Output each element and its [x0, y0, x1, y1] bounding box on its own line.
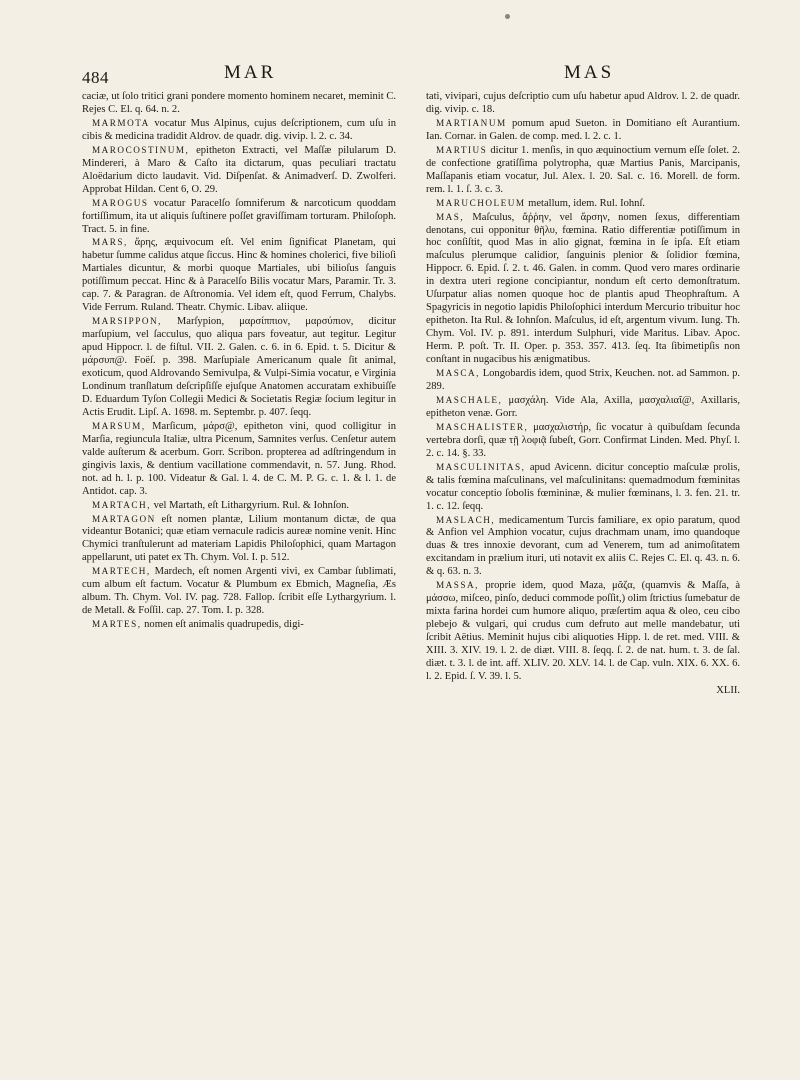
entry-text: metallum, idem. Rul. Iohnſ. — [528, 197, 646, 209]
entry-headword: MARS, — [92, 237, 128, 248]
entry-headword: MARUCHOLEUM — [436, 197, 526, 208]
entry-text: apud Avicenn. dicitur conceptio maſculæ prolis, & talis fœmina maſculinans, vel maſculinitans: quemadmodum fœminitas vocatur conceptio ſobolis fœmininæ, & mulier fœminans, l. 3. fen. 21. tr. 1. c. 12. ſeqq. — [426, 461, 740, 512]
dictionary-entry — [426, 367, 740, 394]
running-head-right: MAS — [564, 62, 615, 83]
entry-text: μασχάλη. Vide Ala, Axilla, μασχαλιαῖ@, Axillaris, epitheton venæ. Gorr. — [426, 394, 741, 419]
entry-headword: MAROCOSTINUM, — [92, 144, 190, 155]
entry-headword: MARSUM, — [92, 420, 146, 431]
dictionary-entry — [82, 420, 396, 499]
entry-text: Mardech, eſt nomen Argenti vivi, ex Cambar ſublimati, cum album eſt factum. Vocatur & Plumbum ex Ebmich, Magneſia, Æs album. Th. Chym. Vol. IV. pag. 728. Fallop. ſcribit eſſe Lythargyrium. l. de Metall. & Foſſil. cap. 27. Tom. I. p. 328. — [82, 566, 397, 617]
entry-headword: MARMOTA — [92, 117, 150, 128]
entry-text: ἄρης, æquivocum eſt. Vel enim ſignificat Planetam, qui habetur ſumme calidus atque ſiccus. Hinc & homines cholerici, five bilioſi Martiales dicuntur, & morbi quoque Martiales, ubi bilioſus ſanguis potiſſimum peccat. Hinc & à Paracelſo Bilis vocatur Mars, Paramir. Tr. 3. cap. 7. & Paragran. de Aſtronomia. Vel idem eſt, quod Ferrum, Chalybs. Vide Ferrum. Ruland. Theatr. Chymic. Libav. aliique. — [82, 237, 396, 314]
dictionary-entry — [82, 565, 396, 618]
entry-text: epitheton Extracti, vel Maſſæ pilularum D. Mindereri, à Maro & Caſto ita dictarum, quas peculiari tractatu Aloëdarium dicto laudavit. Vid. Diſpenſat. & Animadverſ. D. Zwolferi. Approbat Hildan. Cent 6, O. 29. — [82, 144, 396, 195]
entry-headword: MASCA, — [436, 368, 480, 379]
entry-text: Marſicum, μάρσ@, epitheton vini, quod colligitur in Marſia, regiuncula Italiæ, ultra Picenum, Samnites verſus. Cenſetur autem valde auſterum & acerbum. Gorr. Scribon. propterea ad adſtringendum in gingivis laxis, & dentium vacillatione commendavit, n. 57. Jung. Rhod. not. ad h. l. p. 100. Videatur & Gal. l. 4. de C. M. P. G. c. 1. & l. 1. de Antidot. cap. 3. — [82, 420, 396, 497]
dictionary-entry — [426, 461, 740, 514]
dictionary-entry — [426, 144, 740, 197]
entry-text: vocatur Mus Alpinus, cujus deſcriptionem, cum uſu in cibis & medicina tradidit Aldrov. de quadr. dig. vivip. l. 2. c. 34. — [82, 117, 396, 142]
dictionary-entry — [426, 197, 740, 211]
catchword: XLII. — [716, 684, 740, 696]
entry-text: medicamentum Turcis familiare, ex opio paratum, quod & Anfion vel Amphion vocatur, cujus drachmam unam, imo quandoque duas & tres innoxie devorant, cum ad Venerem, tum ad animoſitatem excitandam in prælium ituri, uti notavit ex aliis C. Rejes C. El. q. 43. n. 6. & q. 63. n. 3. — [426, 514, 740, 578]
dictionary-entry — [426, 421, 740, 461]
dictionary-entry — [426, 211, 740, 367]
entry-headword: MASCHALE, — [436, 394, 503, 405]
entry-text: Marſypion, μαρσίππιον, μαρσύπιον, dicitur marſupium, vel ſacculus, quo aliqua pars foveatur, aut tegitur. Legitur apud Hippocr. l. de fiſtul. VII. 2. Galen. c. 6. in 6. Epid. t. 5. Dicitur & μάρσυπ@. Foëſ. p. 398. Marſupiale Americanum quale ſit animal, exoticum, quod Aldrovando Semivulpa, & Vulpi-Simia vocatur, e Virginia Londinum tranſlatum deſcripſiſſe ejuſque Anatomen accuratam exhibuiſſe D. Eduardum Tyſon Collegii Medici & Societatis Regiæ ſocium legitur in Actis Erudit. Lipſ. A. 1698. m. Septembr. p. 407. ſeqq. — [82, 316, 396, 418]
entry-headword: MARTACH, — [92, 499, 151, 510]
entry-headword: MAS, — [436, 211, 465, 222]
page-number: 484 — [82, 68, 109, 87]
dictionary-entry — [82, 117, 396, 144]
dictionary-entry — [426, 514, 740, 580]
entry-headword: MAROGUS — [92, 197, 149, 208]
entry-text: Longobardis idem, quod Strix, Keuchen. not. ad Sammon. p. 289. — [426, 368, 741, 392]
entry-text: vocatur Paracelſo ſomniferum & narcoticum quoddam fortiſſimum, ita ut aliquis ſuſtinere poſſet graviſſimam torturam. Philoſoph. Tract. 5. in fine. — [82, 197, 396, 235]
entry-headword: MASLACH, — [436, 514, 496, 525]
dictionary-entry — [426, 579, 740, 684]
entry-headword: MASSA, — [436, 580, 479, 591]
dictionary-entry — [82, 315, 396, 420]
dictionary-entry — [82, 144, 396, 197]
dictionary-entry — [426, 394, 740, 421]
left-column — [82, 90, 396, 632]
entry-text: proprie idem, quod Maza, μᾶζα, (quamvis & Maſſa, à μάσσω, miſceo, pinſo, deduci commode poſſit,) olim ſtrictius ſumebatur de mixta farina hordei cum humore aliquo, præſertim aqua & oleo, ceu cibo plebejo & vulgari, qui crudus cum defruto aut melle mandebatur, uti ſcribit Aëtius. Meminit hujus cibi aliquoties Hipp. l. de ret. med. VIII. & XIII. 3. XIV. 19. l. 2. de diæt. VIII. 8. ſeqq. ſ. 2. de nat. hum. t. 3. de ſal. diæt. t. 3. l. de int. aff. XLIV. 20. XLV. 14. l. de Cap. vuln. XIX. 6. XX. 6. l. 2. Epid. ſ. V. 39. l. 5. — [426, 580, 740, 682]
entry-headword: MARTECH, — [92, 566, 151, 577]
entry-headword: MARTES, — [92, 619, 142, 630]
entry-headword: MARTIANUM — [436, 117, 507, 128]
entry-text: pomum apud Sueton. in Domitiano eſt Aurantium. Ian. Cornar. in Galen. de comp. med. l. 2. c. 1. — [426, 117, 741, 142]
dictionary-entry: caciæ, ut ſolo tritici grani pondere momento hominem necaret, meminit C. Rejes C. El. q. 64. n. 2. — [82, 91, 396, 115]
dictionary-entry — [82, 513, 396, 566]
entry-headword: MASCHALISTER, — [436, 421, 529, 432]
dictionary-entry: tati, vivipari, cujus deſcriptio cum uſu habetur apud Aldrov. l. 2. de quadr. dig. vivip. c. 18. — [426, 91, 740, 115]
entry-headword: MARTIUS — [436, 144, 488, 155]
entry-headword: MASCULINITAS, — [436, 461, 526, 472]
entry-text: dicitur 1. menſis, in quo æquinoctium vernum eſſe ſolet. 2. de confectione gratiſſima polytropha, quæ Martius Panis, Marcipanis, Maſſapanis etiam vocatur, Jul. Alex. l. 20. Sal. c. 16. Morell. de form. rem. l. 1. ſ. 3. c. 3. — [426, 144, 740, 195]
entry-text: eſt nomen plantæ, Lilium montanum dictæ, de qua videantur Botanici; quæ etiam vernacule radicis aureæ nomine venit. Hinc Chymici tranſtulerunt ad materiam Lapidis Philoſophici, quam Martagon appellarunt, uti patet ex Th. Chym. Vol. I. p. 512. — [82, 513, 396, 564]
dictionary-entry — [426, 117, 740, 144]
dictionary-entry — [82, 197, 396, 237]
right-column — [426, 90, 740, 698]
dictionary-entry — [82, 236, 396, 315]
dictionary-entry — [82, 499, 396, 513]
dictionary-entry — [82, 618, 396, 632]
entry-headword: MARTAGON — [92, 513, 156, 524]
entry-text: Maſculus, ἄῤῥην, vel ἄρσην, nomen ſexus, differentiam denotans, cui opponitur θῆλυ, fœmina. Ratio differentiæ potiſſimum in hoc conſiſtit, quod Mas in alio gignat, fœmina in ſe ipſa. Eſt etiam maſculus plerumque calidior, ſanguinis plenior & ſolidior fœmina, Hippocr. 6. Epid. ſ. 2. t. 46. Galen. in comm. Quod vero mares ordinarie in dextra uteri regione concipiantur, nondum eſt certo demonſtratum. Uſurpatur alias nomen quoque hoc de plantis apud Theophraſtum. A Spagyricis in negotio lapidis Philoſophici interdum Mercurio tribuitur hoc epitheton. Ita Rul. & Iohnſon. Maſculus, id eſt, argentum vivum. Iung. Th. Chym. Vol. IV. p. 891. interdum Sulphuri, vide Maritus. Libav. Apoc. Herm. P. poſt. Tr. II. Oper. p. 353. 357. 413. ſeq. Ita ſibimetipſis non conſtant in nugacibus his ænigmatibus. — [426, 211, 741, 366]
entry-headword: MARSIPPON, — [92, 316, 162, 327]
running-head-left: MAR — [224, 62, 277, 83]
entry-text: μασχαλιστήρ, ſic vocatur à quibuſdam ſecunda vertebra dorſi, quæ τῇ λοφιᾷ ſubeſt, Gorr. Confirmat Linden. Med. Phyſ. l. 2. c. 14. §. 33. — [426, 421, 740, 459]
page-header — [82, 60, 762, 88]
paper-hole-mark — [505, 14, 510, 19]
entry-text: nomen eſt animalis quadrupedis, digi- — [144, 619, 304, 631]
entry-text: vel Martath, eſt Lithargyrium. Rul. & Iohnſon. — [153, 499, 350, 511]
